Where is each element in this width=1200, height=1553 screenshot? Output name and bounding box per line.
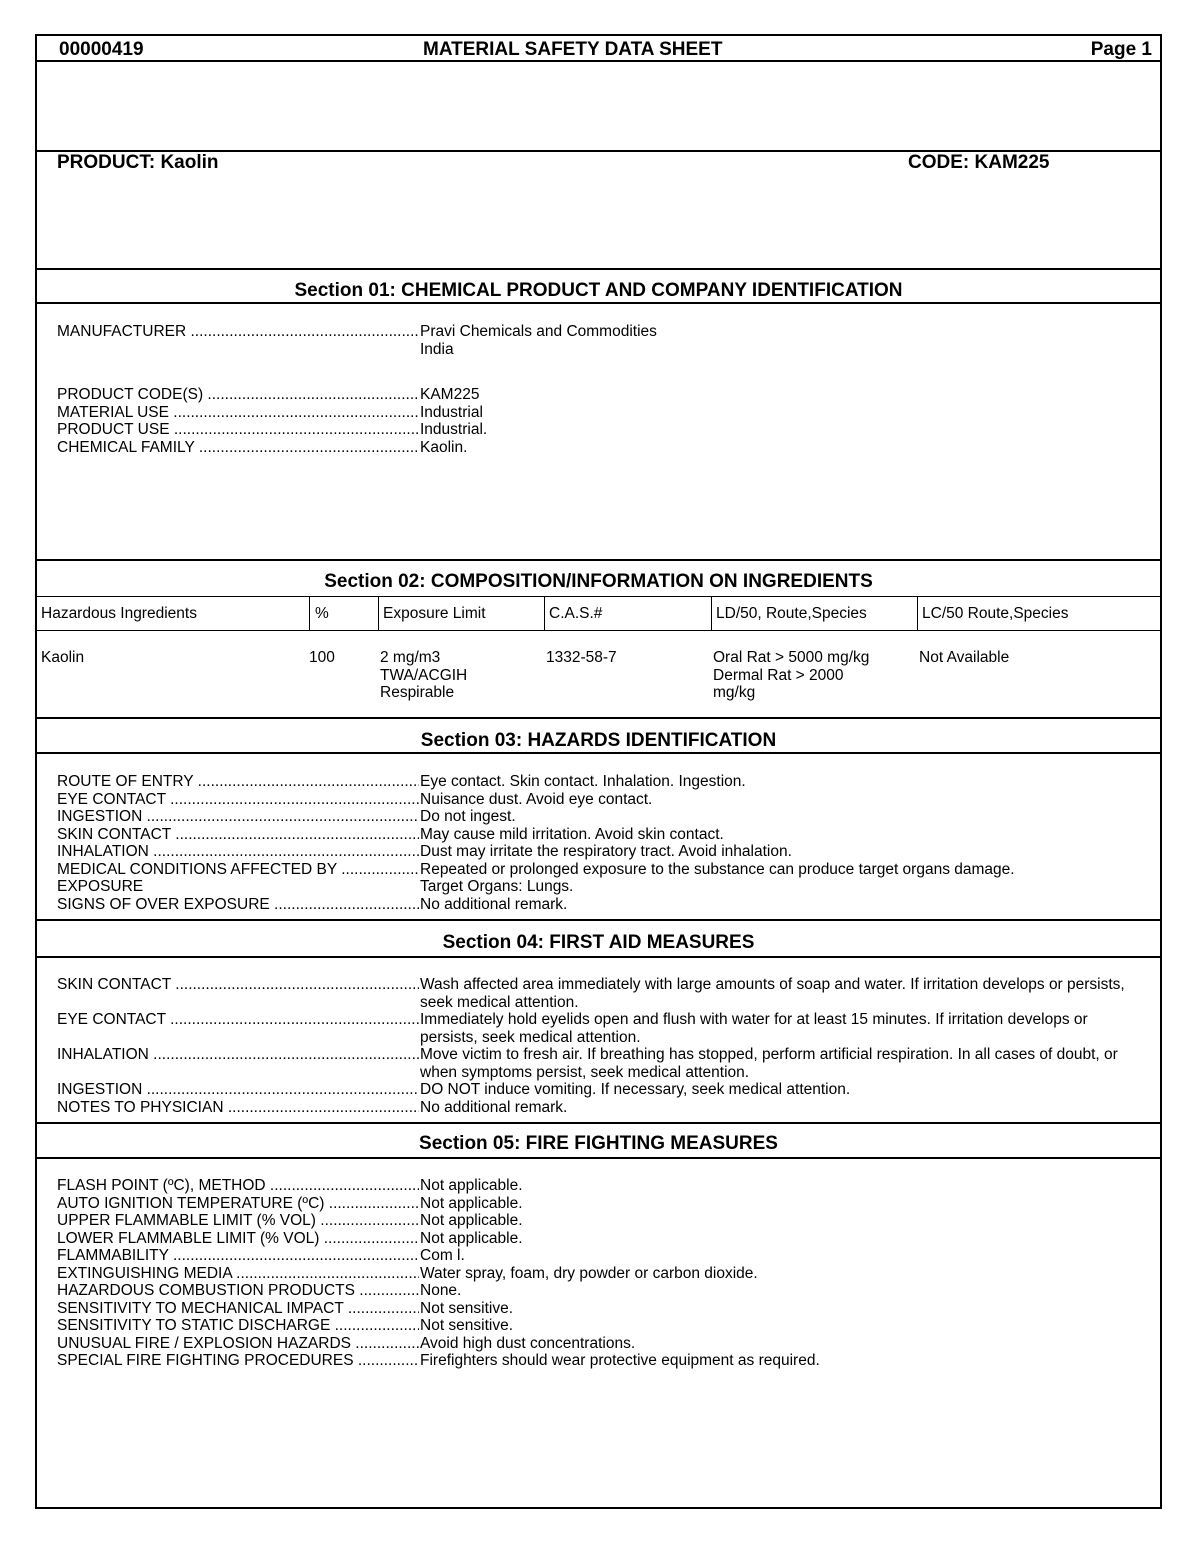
kv-label: LOWER FLAMMABLE LIMIT (% VOL) .....: [57, 1230, 419, 1248]
kv-label: UPPER FLAMMABLE LIMIT (% VOL) .....: [57, 1212, 419, 1230]
kv-value: Not applicable.: [420, 1194, 523, 1212]
kv-label: SPECIAL FIRE FIGHTING PROCEDURES .....: [57, 1352, 419, 1370]
divider: [37, 717, 1160, 719]
kv-value: KAM225: [420, 386, 480, 403]
exposure-line: TWA/ACGIH: [380, 666, 468, 684]
column-divider: [917, 596, 918, 630]
kv-label: HAZARDOUS COMBUSTION PRODUCTS .....: [57, 1282, 419, 1300]
kv-label: SENSITIVITY TO STATIC DISCHARGE .....: [57, 1317, 419, 1335]
ld50-line: Oral Rat > 5000 mg/kg: [713, 649, 870, 666]
kv-label: PRODUCT USE .....: [57, 421, 419, 439]
kv-value: May cause mild irritation. Avoid skin contact.: [420, 825, 724, 843]
column-divider: [378, 596, 379, 630]
kv-value: Dust may irritate the respiratory tract. Avoid inhalation.: [420, 843, 792, 860]
kv-value: Com l.: [420, 1247, 465, 1264]
exposure-line: Respirable: [380, 684, 455, 701]
divider: [37, 630, 1160, 631]
section-04-title: Section 04: FIRST AID MEASURES: [442, 932, 755, 953]
product-code: CODE: KAM225: [908, 152, 1050, 173]
kv-label: SENSITIVITY TO MECHANICAL IMPACT .....: [57, 1300, 419, 1318]
divider: [37, 268, 1160, 270]
section-01-title: Section 01: CHEMICAL PRODUCT AND COMPANY IDENTIFICATION: [294, 280, 903, 301]
divider: [37, 60, 1160, 62]
kv-label: SIGNS OF OVER EXPOSURE .....: [57, 896, 419, 914]
kv-label: MANUFACTURER .....: [57, 323, 419, 341]
divider: [37, 302, 1160, 304]
table-header: %: [315, 605, 329, 622]
table-header: LC/50 Route,Species: [922, 605, 1069, 622]
table-cell-ld50: [713, 649, 869, 702]
kv-label: INGESTION .....: [57, 1081, 419, 1099]
column-divider: [309, 596, 310, 630]
divider: [37, 559, 1160, 561]
kv-label: AUTO IGNITION TEMPERATURE (ºC) .....: [57, 1195, 419, 1213]
doc-title: MATERIAL SAFETY DATA SHEET: [423, 39, 723, 60]
kv-label: PRODUCT CODE(S) .....: [57, 386, 419, 404]
kv-label: EXPOSURE: [57, 878, 144, 895]
kv-label: MEDICAL CONDITIONS AFFECTED BY .....: [57, 861, 419, 879]
kv-value: None.: [420, 1282, 462, 1299]
kv-label: FLAMMABILITY .....: [57, 1247, 419, 1265]
kv-label: FLASH POINT (ºC), METHOD .....: [57, 1177, 419, 1195]
divider: [37, 1157, 1160, 1159]
table-cell-cas: 1332-58-7: [546, 649, 617, 666]
kv-value: Target Organs: Lungs.: [420, 878, 574, 895]
kv-value: Not applicable.: [420, 1212, 523, 1229]
kv-value: Move victim to fresh air. If breathing has stopped, perform artificial respiration. In all cases of doubt, or when symptoms persist, seek medical attention.: [420, 1046, 1118, 1081]
kv-value: Not applicable.: [420, 1177, 523, 1194]
divider: [37, 1122, 1160, 1124]
table-cell-ingredient: Kaolin: [41, 649, 85, 666]
kv-value: No additional remark.: [420, 1098, 568, 1116]
kv-value: Not sensitive.: [420, 1299, 514, 1317]
table-header: LD/50, Route,Species: [716, 605, 867, 622]
kv-value: Wash affected area immediately with large amounts of soap and water. If irritation develops or persists, seek medical attention.: [420, 976, 1125, 1011]
kv-value: Nuisance dust. Avoid eye contact.: [420, 790, 653, 808]
kv-label: INHALATION .....: [57, 843, 419, 861]
kv-label: EYE CONTACT .....: [57, 1011, 419, 1029]
ld50-line: mg/kg: [713, 684, 756, 701]
kv-label: ROUTE OF ENTRY .....: [57, 773, 419, 791]
kv-value: DO NOT induce vomiting. If necessary, seek medical attention.: [420, 1081, 851, 1098]
kv-value: Avoid high dust concentrations.: [420, 1334, 636, 1352]
table-header: C.A.S.#: [549, 605, 603, 622]
doc-number: 00000419: [59, 39, 144, 60]
exposure-line: 2 mg/m3: [380, 649, 441, 666]
table-header: Hazardous Ingredients: [41, 605, 197, 622]
kv-value: Pravi Chemicals and Commodities: [420, 323, 657, 340]
divider: [37, 752, 1160, 754]
table-header: Exposure Limit: [383, 605, 486, 622]
msds-sheet: [35, 34, 1162, 1509]
kv-label: NOTES TO PHYSICIAN .....: [57, 1099, 419, 1117]
kv-value: Repeated or prolonged exposure to the substance can produce target organs damage.: [420, 860, 1015, 878]
page-number: Page 1: [1090, 39, 1152, 60]
section-03-title: Section 03: HAZARDS IDENTIFICATION: [420, 730, 777, 751]
kv-value: Industrial: [420, 403, 483, 421]
kv-value: India: [420, 340, 454, 358]
kv-label: UNUSUAL FIRE / EXPLOSION HAZARDS .....: [57, 1335, 419, 1353]
ld50-line: Dermal Rat > 2000: [713, 666, 844, 684]
kv-value: No additional remark.: [420, 895, 568, 913]
kv-label: CHEMICAL FAMILY .....: [57, 439, 419, 457]
column-divider: [711, 596, 712, 630]
kv-value: Not sensitive.: [420, 1317, 514, 1334]
kv-value: Immediately hold eyelids open and flush with water for at least 15 minutes. If irritation develops or persists, seek medical attention.: [420, 1011, 1088, 1046]
kv-value: Eye contact. Skin contact. Inhalation. Ingestion.: [420, 773, 746, 790]
table-cell-lc50: Not Available: [919, 649, 1010, 666]
kv-label: INGESTION .....: [57, 808, 419, 826]
table-cell-exposure: [380, 649, 467, 702]
section-02-title: Section 02: COMPOSITION/INFORMATION ON INGREDIENTS: [324, 571, 873, 592]
divider: [37, 596, 1160, 597]
divider: [37, 919, 1160, 921]
kv-value: Firefighters should wear protective equipment as required.: [420, 1352, 820, 1369]
kv-value: Industrial.: [420, 421, 488, 438]
kv-label: EXTINGUISHING MEDIA .....: [57, 1265, 419, 1283]
kv-value: Not applicable.: [420, 1229, 523, 1247]
product-name: PRODUCT: Kaolin: [57, 152, 219, 173]
kv-value: Kaolin.: [420, 438, 468, 456]
kv-value: Do not ingest.: [420, 808, 516, 825]
table-cell-percent: 100: [309, 649, 335, 666]
kv-label: SKIN CONTACT .....: [57, 826, 419, 844]
section-05-title: Section 05: FIRE FIGHTING MEASURES: [419, 1133, 778, 1154]
kv-label: SKIN CONTACT .....: [57, 976, 419, 994]
divider: [37, 956, 1160, 958]
kv-label: MATERIAL USE .....: [57, 404, 419, 422]
column-divider: [544, 596, 545, 630]
kv-label: EYE CONTACT .....: [57, 791, 419, 809]
kv-value: Water spray, foam, dry powder or carbon dioxide.: [420, 1264, 758, 1282]
kv-label: INHALATION .....: [57, 1046, 419, 1064]
